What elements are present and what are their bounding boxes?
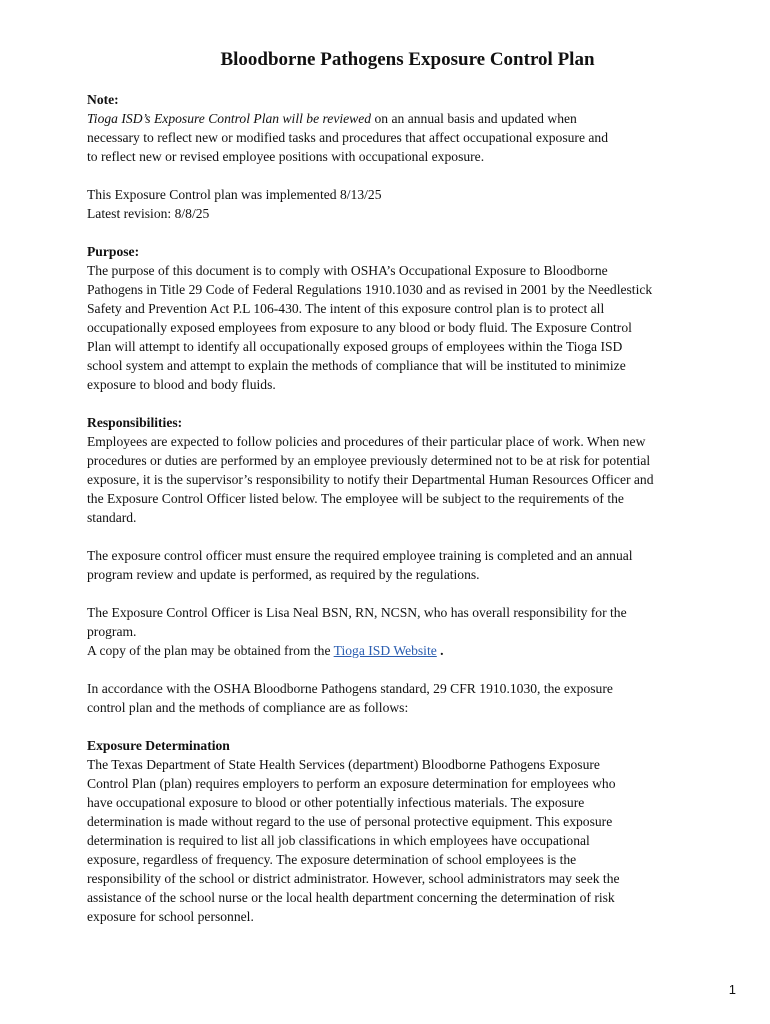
exposure-line: exposure, regardless of frequency. The exposure determination of school employees is the — [87, 852, 577, 867]
exposure-line: determination is made without regard to the use of personal protective equipment. This exposure — [87, 814, 613, 829]
exposure-line: determination is required to list all job classifications in which employees have occupational — [87, 833, 590, 848]
tioga-isd-website-link[interactable]: Tioga ISD Website — [333, 643, 437, 658]
purpose-line: school system and attempt to explain the methods of compliance that will be instituted to minimize — [87, 358, 626, 373]
purpose-line: Pathogens in Title 29 Code of Federal Regulations 1910.1030 and as revised in 2001 by the Needlestick — [87, 282, 653, 297]
note-line-2: necessary to reflect new or modified tasks and procedures that affect occupational exposure and — [87, 130, 609, 145]
implemented-date: This Exposure Control plan was implemented 8/13/25 — [87, 187, 382, 202]
purpose-heading: Purpose: — [87, 244, 140, 259]
page-title: Bloodborne Pathogens Exposure Control Plan — [220, 49, 595, 70]
responsibilities-heading: Responsibilities: — [87, 415, 183, 430]
exposure-line: exposure for school personnel. — [87, 909, 254, 924]
responsibilities-line: Employees are expected to follow policies and procedures of their particular place of work. When new — [87, 434, 646, 449]
officer-duty-line: The exposure control officer must ensure the required employee training is completed and an annual — [87, 548, 633, 563]
responsibilities-line: the Exposure Control Officer listed below. The employee will be subject to the requirements of the — [87, 491, 624, 506]
document-body — [87, 90, 727, 926]
exposure-line: responsibility of the school or district administrator. However, school administrators may seek the — [87, 871, 620, 886]
responsibilities-line: exposure, it is the supervisor’s responsibility to notify their Departmental Human Resources Officer and — [87, 472, 654, 487]
exposure-line: Control Plan (plan) requires employers to perform an exposure determination for employees who — [87, 776, 616, 791]
revision-date: Latest revision: 8/8/25 — [87, 206, 210, 221]
purpose-line: exposure to blood and body fluids. — [87, 377, 276, 392]
exposure-line: assistance of the school nurse or the local health department concerning the determination of risk — [87, 890, 615, 905]
note-italic-lead: Tioga ISD’s Exposure Control Plan will be reviewed — [87, 111, 372, 126]
exposure-line: The Texas Department of State Health Services (department) Bloodborne Pathogens Exposure — [87, 757, 600, 772]
accordance-line: control plan and the methods of compliance are as follows: — [87, 700, 409, 715]
page-number: 1 — [728, 982, 736, 997]
accordance-line: In accordance with the OSHA Bloodborne Pathogens standard, 29 CFR 1910.1030, the exposure — [87, 681, 613, 696]
plan-copy-suffix: . — [436, 643, 444, 658]
officer-line: program. — [87, 624, 137, 639]
plan-copy-prefix: A copy of the plan may be obtained from the — [87, 643, 334, 658]
note-line-1 — [87, 109, 727, 128]
note-line-1-rest: on an annual basis and updated when — [371, 111, 577, 126]
exposure-heading: Exposure Determination — [87, 738, 230, 753]
plan-copy-line — [87, 641, 727, 660]
purpose-line: occupationally exposed employees from exposure to any blood or body fluid. The Exposure Control — [87, 320, 632, 335]
note-heading: Note: — [87, 92, 119, 107]
responsibilities-line: procedures or duties are performed by an employee previously determined not to be at risk for potential — [87, 453, 651, 468]
officer-line: The Exposure Control Officer is Lisa Neal BSN, RN, NCSN, who has overall responsibility for the — [87, 605, 627, 620]
purpose-line: The purpose of this document is to comply with OSHA’s Occupational Exposure to Bloodborne — [87, 263, 608, 278]
purpose-line: Plan will attempt to identify all occupationally exposed groups of employees within the Tioga ISD — [87, 339, 623, 354]
responsibilities-line: standard. — [87, 510, 137, 525]
exposure-line: have occupational exposure to blood or other potentially infectious materials. The exposure — [87, 795, 585, 810]
note-line-3: to reflect new or revised employee positions with occupational exposure. — [87, 149, 485, 164]
officer-duty-line: program review and update is performed, as required by the regulations. — [87, 567, 480, 582]
purpose-line: Safety and Prevention Act P.L 106-430. The intent of this exposure control plan is to protect all — [87, 301, 605, 316]
